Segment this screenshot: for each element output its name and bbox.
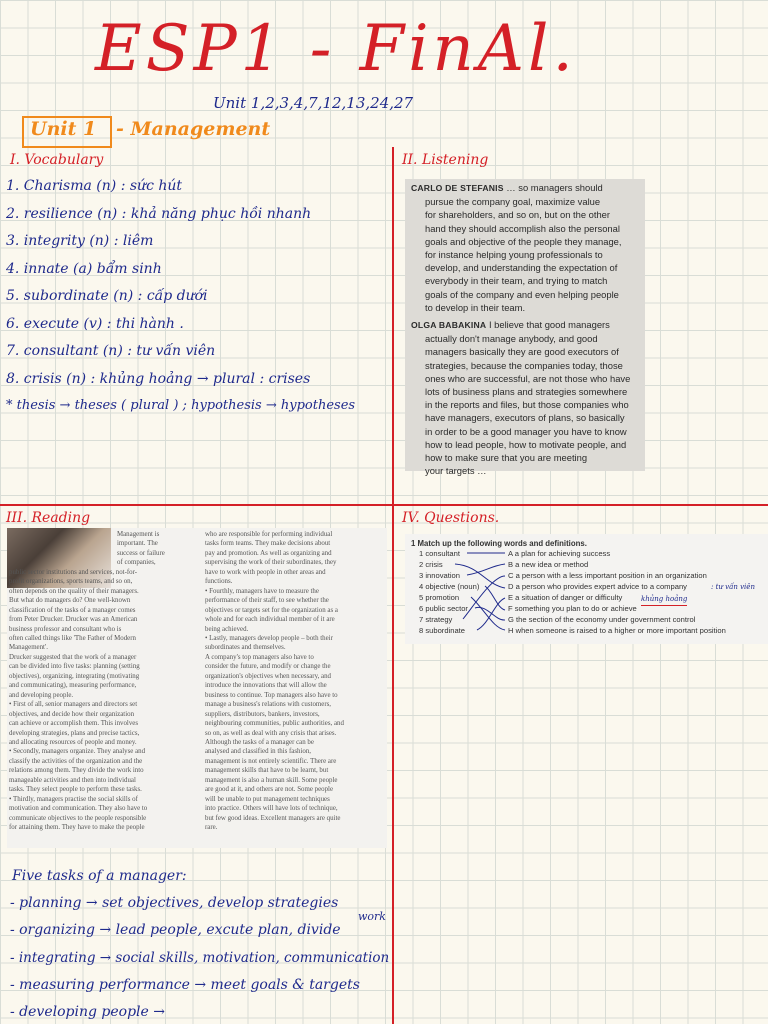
reading-column-1 [9,530,197,833]
reading-line: will be unable to put management techniques [205,795,330,803]
reading-line: analysed and classified in this fashion, [205,748,312,756]
reading-line: A company's top managers also have to [205,653,314,661]
task-item: - integrating → social skills, motivation, communication [10,950,390,966]
speaker-name: OLGA BABAKINA [411,320,487,331]
exercise-title: 1 Match up the following words and definitions. [411,539,587,548]
transcript-line: everybody in their team, and trying to match [425,275,608,287]
match-definition: G the section of the economy under government control [508,615,696,624]
matching-exercise [405,534,768,644]
transcript-line: goals and objective of the people they manage, [425,235,622,247]
units-list: Unit 1,2,3,4,7,12,13,24,27 [213,94,414,112]
reading-line: profit organizations, sports teams, and so on, [9,578,133,586]
speaker-name: CARLO DE STEFANIS [411,183,504,193]
match-definition: A a plan for achieving success [508,549,611,558]
transcript-line: managers basically they are good executors of [425,346,619,358]
match-definition: F something you plan to do or achieve [508,604,637,613]
task-item: - organizing → lead people, excute plan, divide [10,922,341,938]
reading-line: management is also a human skill. Some people [205,776,338,784]
match-word: 5 promotion [419,593,460,602]
match-word: 8 subordinate [419,626,466,635]
match-definition: E a situation of danger or difficulty [508,593,623,602]
match-word: 4 objective (noun) [419,582,480,591]
reading-line: have to work with people in other areas and [205,568,326,576]
vocab-item: 6. execute (v) : thi hành . [6,316,184,332]
reading-line: • Fourthly, managers have to measure the [205,587,319,595]
reading-line: of companies, [117,559,156,567]
reading-line: often depends on the quality of their managers. [9,587,139,595]
reading-line: communicate objectives to the people responsible [9,814,147,822]
vocab-item: 7. consultant (n) : tư vấn viên [6,343,216,359]
transcript-line: have managers, executors of plans, so basically [425,412,625,424]
transcript-line: pursue the company goal, maximize value [425,196,601,208]
reading-line: who are responsible for performing individual [205,531,333,538]
listening-heading: II. Listening [402,152,489,168]
transcript-line: how to lead people, how to motivate people, and [425,438,627,450]
vertical-divider [392,147,394,1024]
task-item: - developing people → [10,1004,165,1020]
reading-line: But what do managers do? One well-known [9,597,131,605]
vocab-item: 8. crisis (n) : khủng hoảng → plural : crises [6,371,311,387]
reading-line: management skills that have to be learnt, but [205,767,329,775]
reading-line: relations among them. They divide the work into [9,767,144,775]
page-title: ESP1 - FinAl. [95,12,577,86]
unit-label: Unit 1 [30,118,97,140]
reading-line: so on, as well as deal with any crisis that arises. [205,729,337,737]
reading-line: functions. [205,578,233,586]
reading-line: tasks form teams. They make decisions about [205,540,331,548]
transcript-line: your targets … [425,465,487,477]
handwritten-note: : tư vấn viên [711,583,755,591]
reading-line: • Thirdly, managers practise the social skills of [9,795,138,803]
match-word: 2 crisis [419,560,443,569]
reading-line: being achieved. [205,625,249,633]
reading-line: Management is [117,531,160,538]
horizontal-divider [0,504,768,506]
reading-line: and communicating), measuring performance, [9,682,137,690]
vocabulary-heading: I. Vocabulary [10,152,104,168]
transcript-line: hand they should accomplish also the personal [425,222,620,234]
reading-line: manage a business's relations with customers, [205,701,332,709]
reading-line: objectives or targets set for the organization as a [205,606,338,614]
reading-line: classification of the tasks of a manager comes [9,606,136,614]
unit-topic: - Management [116,118,271,140]
vocab-item: * thesis → theses ( plural ) ; hypothesis → hypotheses [6,398,356,413]
reading-line: performance of their staff, to see whether the [205,597,329,605]
reading-line: often called things like 'The Father of Modern [9,634,136,642]
reading-line: pay and promotion. As well as organizing and [205,549,332,557]
reading-line: objectives, and decide how their organization [9,710,135,718]
reading-line: rare. [205,824,218,832]
transcript-line: actually don't manage anybody, and good [425,333,598,345]
reading-line: for attaining them. They have to make the people [9,824,145,832]
tasks-heading: Five tasks of a manager: [12,868,187,884]
reading-line: Although the tasks of a manager can be [205,738,314,746]
reading-line: supervising the work of their subordinates, they [205,559,337,567]
reading-line: organization's objectives when necessary, and [205,672,331,680]
reading-line: subordinates and themselves. [205,644,286,652]
transcript-line: I believe that good managers [488,319,610,331]
reading-line: can be divided into five tasks: planning (setting [9,663,140,671]
vocab-item: 5. subordinate (n) : cấp dưới [6,288,208,304]
reading-line: whole and for each individual member of it are [205,616,335,624]
task-item: - planning → set objectives, develop strategies [10,895,339,911]
reading-line: but few good ideas. Excellent managers are quite [205,814,341,822]
reading-line: neighbouring communities, public authorities, and [205,720,344,728]
reading-line: developing strategies, plans and precise tactics, [9,729,140,737]
match-word: 1 consultant [419,549,460,558]
reading-line: introduce the innovations that will allow the [205,682,327,690]
vocab-item: 2. resilience (n) : khả năng phục hồi nhanh [6,206,312,222]
reading-line: important. The [117,540,158,548]
reading-line: motivation and communication. They also have to [9,805,148,813]
transcript-line: how to make sure that you are meeting [425,452,588,464]
reading-line: and allocating resources of people and money. [9,738,137,746]
reading-line: suppliers, distributors, bankers, investors, [205,710,320,718]
reading-column-2 [205,530,385,833]
work-note: work [358,910,386,923]
handwritten-note: khủng hoảng [641,594,687,606]
match-word: 7 strategy [419,615,453,624]
reading-line: tasks. They select people to perform these tasks. [9,786,142,794]
transcript-line: goals of the company and even helping people [425,288,619,300]
reading-line: classify the activities of the organization and the [9,757,143,765]
reading-line: • First of all, senior managers and directors set [9,701,138,709]
reading-line: consider the future, and modify or change the [205,663,331,671]
reading-heading: III. Reading [6,510,91,526]
match-word: 3 innovation [419,571,460,580]
reading-line: Management'. [9,644,48,652]
match-definition: H when someone is raised to a higher or more important position [508,626,726,635]
transcript-line: strategies, because the companies today, those [425,359,623,371]
reading-line: objectives), organizing, integrating (motivating [9,672,140,680]
vocab-item: 3. integrity (n) : liêm [6,233,154,249]
listening-transcript [405,179,645,477]
transcript-line: develop, and understanding the expectation of [425,262,618,274]
transcript-line: in order to be a good manager you have to know [425,425,627,437]
reading-line: into practice. Others will have lots of technique, [205,805,338,813]
vocab-item: 1. Charisma (n) : sức hút [6,178,183,194]
transcript-line: lots of business plans and strategies somewhere [425,386,628,398]
reading-line: and developing people. [9,691,74,699]
reading-line: business professor and consultant who is [9,625,122,633]
reading-line: from Peter Drucker. Drucker was an American [9,616,138,624]
transcript-line: for instance helping young professionals to [425,249,603,261]
reading-passage [7,528,387,848]
vocab-item: 4. innate (a) bẩm sinh [6,261,162,277]
match-definition: C a person with a less important position in an organization [508,571,707,580]
reading-line: Drucker suggested that the work of a manager [9,653,137,661]
reading-line: success or failure [117,549,165,557]
match-definition: D a person who provides expert advice to a company [508,582,687,591]
transcript-line: in the reports and files, but those companies who [425,399,629,411]
reading-line: • Secondly, managers organize. They analyse and [9,748,146,756]
match-definition: B a new idea or method [508,560,589,569]
questions-heading: IV. Questions. [402,510,500,526]
transcript-line: to develop in their team. [425,301,526,313]
reading-line: management is not entirely scientific. There are [205,757,337,765]
match-word: 6 public sector [419,604,468,613]
task-item: - measuring performance → meet goals & targets [10,977,360,993]
reading-line: • Lastly, managers develop people – both their [205,634,333,642]
reading-line: can achieve or accomplish them. This involves [9,720,139,728]
reading-line: public sector institutions and services, not-for- [9,568,138,576]
reading-line: are good at it, and others are not. Some people [205,786,334,794]
reading-line: business to continue. Top managers also have to [205,691,338,699]
transcript-line: for shareholders, and so on, but on the other [425,209,611,221]
reading-line: manageable activities and then into individual [9,776,136,784]
transcript-line: ones who are successful, are not those who have [425,372,631,384]
transcript-line: … so managers should [506,182,603,193]
